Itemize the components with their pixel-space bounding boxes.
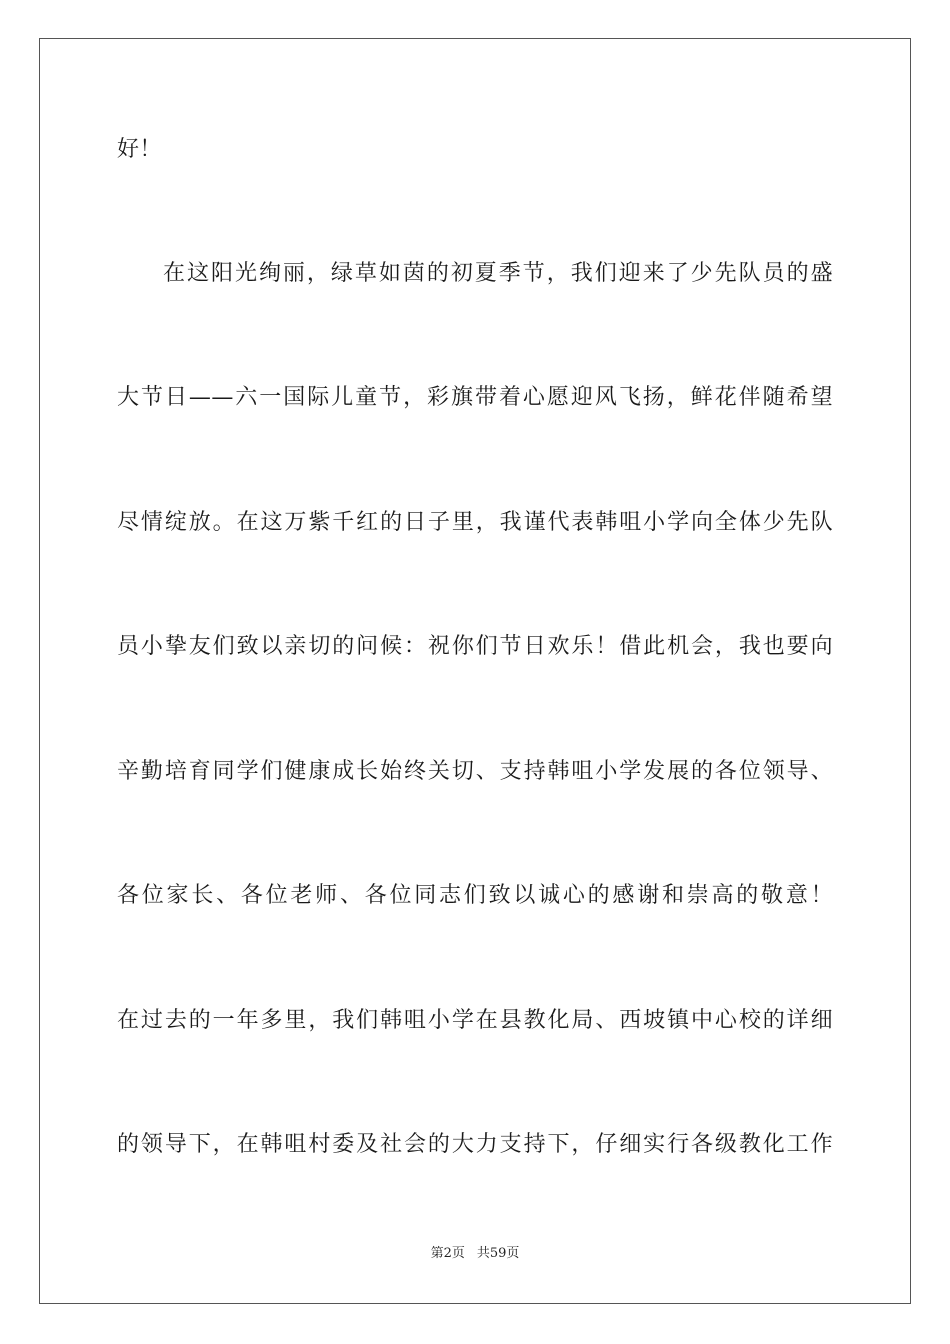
text-line-3: 大节日——六一国际儿童节，彩旗带着心愿迎风飞扬，鲜花伴随希望 (117, 385, 833, 410)
text-line-8: 在过去的一年多里，我们韩咀小学在县教化局、西坡镇中心校的详细 (117, 1008, 833, 1033)
text-line-4: 尽情绽放。在这万紫千红的日子里，我谨代表韩咀小学向全体少先队 (117, 510, 833, 535)
text-line-5: 员小挚友们致以亲切的问候：祝你们节日欢乐！借此机会，我也要向 (117, 634, 833, 659)
text-line-6: 辛勤培育同学们健康成长始终关切、支持韩咀小学发展的各位领导、 (117, 759, 833, 784)
page-border (39, 38, 911, 1304)
text-line-7: 各位家长、各位老师、各位同志们致以诚心的感谢和崇高的敬意！ (117, 883, 833, 908)
total-pages: 共59页 (476, 1246, 520, 1261)
page-number: 第2页 (430, 1246, 465, 1261)
text-line-9: 的领导下，在韩咀村委及社会的大力支持下，仔细实行各级教化工作 (117, 1132, 833, 1157)
text-line-2: 在这阳光绚丽，绿草如茵的初夏季节，我们迎来了少先队员的盛 (163, 261, 833, 286)
page-footer (0, 1245, 950, 1263)
text-line-1: 好！ (117, 137, 162, 162)
